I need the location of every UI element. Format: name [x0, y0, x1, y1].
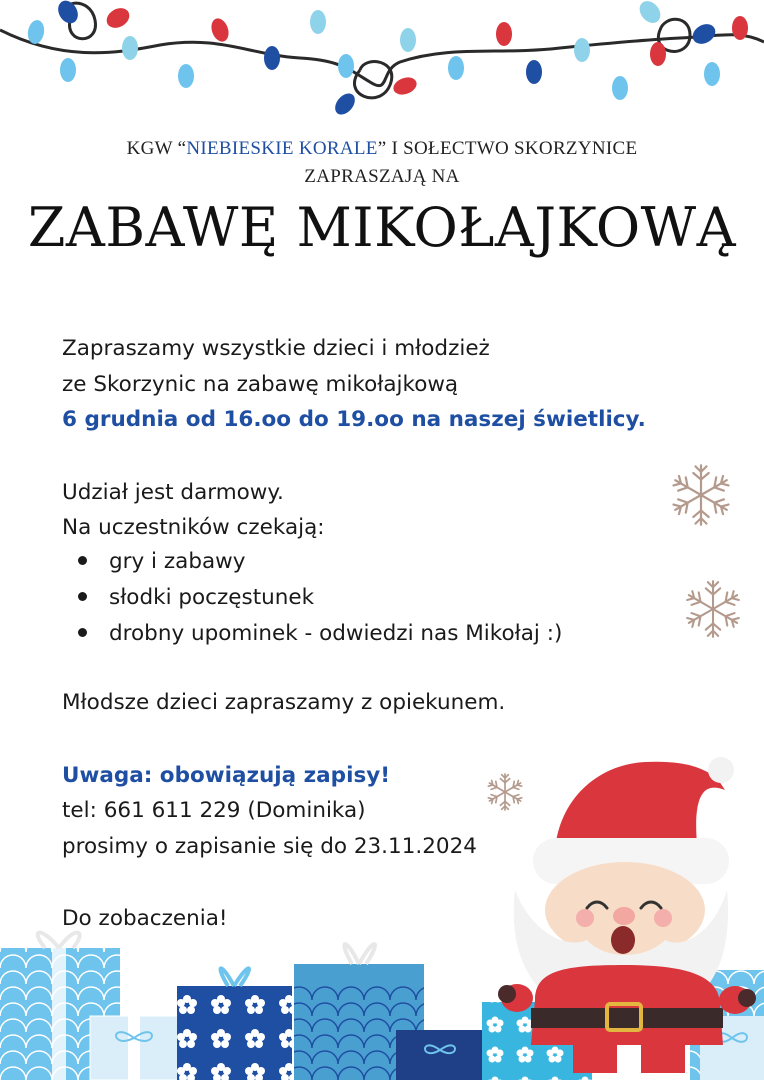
header-suffix: ” I SOŁECTWO SKORZYNICE [377, 138, 638, 159]
bullet-icon [78, 556, 87, 565]
snowflake-icon [668, 462, 734, 528]
guardian-note: Młodsze dzieci zapraszamy z opiekunem. [62, 690, 506, 715]
invite-line: ZAPRASZAJĄ NA [304, 166, 460, 187]
list-item: słodki poczęstunek [78, 580, 562, 616]
attractions-list [78, 544, 562, 652]
registration-warning: Uwaga: obowiązują zapisy! [62, 763, 391, 788]
registration-deadline: prosimy o zapisanie się do 23.11.2024 [62, 834, 477, 859]
bullet-icon [78, 592, 87, 601]
organizers-line [0, 138, 764, 160]
bullet-icon [78, 628, 87, 637]
event-date-line: 6 grudnia od 16.oo do 19.oo na naszej świetlicy. [62, 407, 646, 432]
santa-claus-illustration [495, 750, 760, 1080]
closing-text: Do zobaczenia! [62, 906, 228, 931]
free-entry-text: Udział jest darmowy. [62, 480, 284, 505]
group-name: NIEBIESKIE KORALE [186, 138, 378, 159]
snowflake-icon [682, 578, 744, 640]
awaits-text: Na uczestników czekają: [62, 515, 325, 540]
page-title: ZABAWĘ MIKOŁAJKOWĄ [27, 196, 737, 259]
contact-phone: tel: 661 611 229 (Dominika) [62, 798, 366, 823]
list-item: drobny upominek - odwiedzi nas Mikołaj :) [78, 616, 562, 652]
header-prefix: KGW “ [126, 138, 187, 159]
christmas-lights-decoration [0, 0, 764, 130]
list-item: gry i zabawy [78, 544, 562, 580]
intro-line-2: ze Skorzynic na zabawę mikołajkową [62, 372, 459, 397]
intro-line-1: Zapraszamy wszystkie dzieci i młodzież [62, 336, 490, 361]
